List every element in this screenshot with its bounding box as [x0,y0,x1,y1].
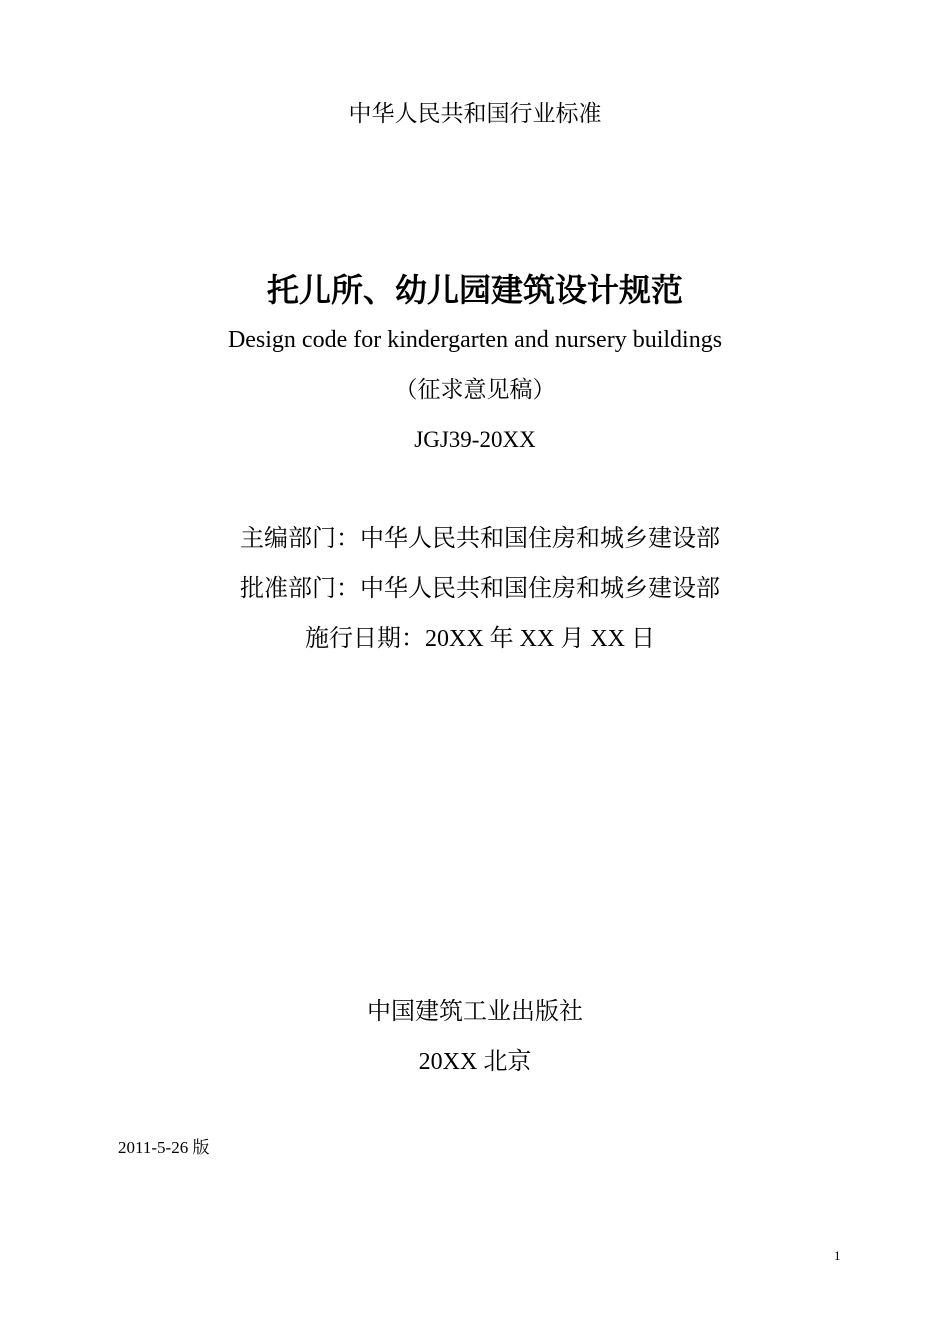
industry-standard-heading: 中华人民共和国行业标准 [348,101,602,127]
document-title-chinese: 托儿所、幼儿园建筑设计规范 [266,271,683,309]
chief-editor-line: 主编部门：中华人民共和国住房和城乡建设部 [240,526,720,552]
document-title-english: Design code for kindergarten and nursery buildings [227,327,723,353]
page-number: 1 [834,1248,841,1263]
draft-status-note: （征求意见稿） [394,377,556,402]
publisher-name: 中国建筑工业出版社 [367,999,583,1025]
publication-year-place: 20XX 北京 [418,1049,532,1075]
effective-date-line: 施行日期：20XX 年 XX 月 XX 日 [305,626,655,652]
standard-code: JGJ39-20XX [414,427,536,452]
version-note: 2011-5-26 版 [118,1138,210,1157]
approval-line: 批准部门：中华人民共和国住房和城乡建设部 [240,576,720,602]
